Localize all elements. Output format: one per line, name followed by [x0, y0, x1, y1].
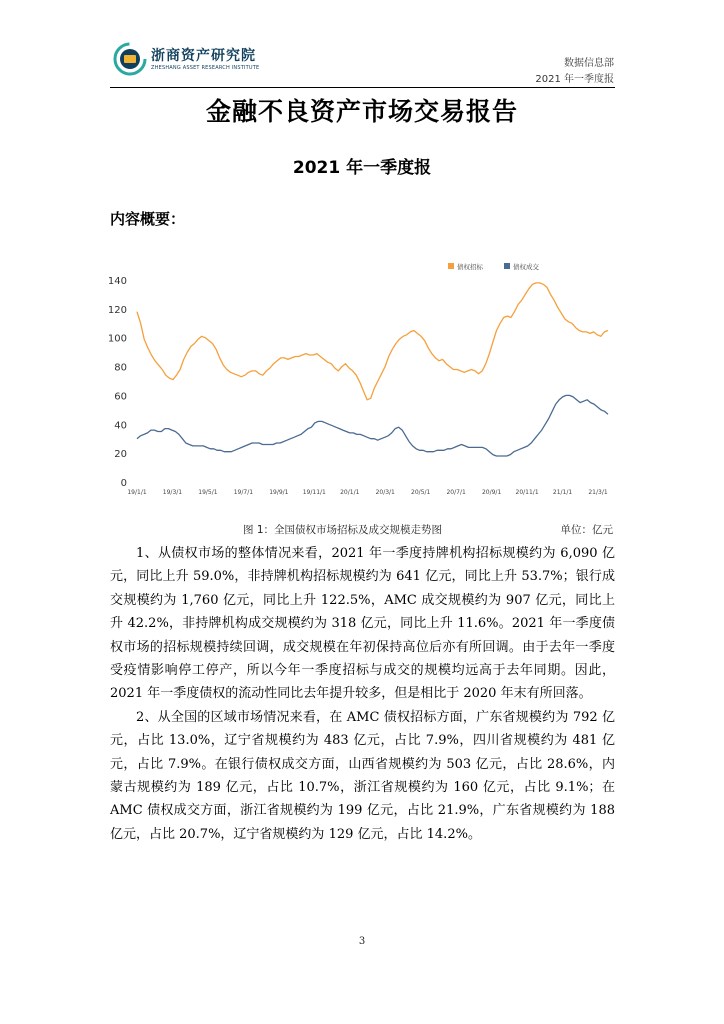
figure-caption-text: 图 1：全国债权市场招标及成交规模走势图: [243, 524, 443, 536]
x-tick-label: 20/1/1: [340, 489, 360, 496]
x-tick-label: 19/11/1: [302, 489, 326, 496]
y-tick-label: 120: [107, 304, 127, 316]
legend-label-2: 债权成交: [513, 263, 539, 271]
x-tick-label: 20/3/1: [375, 489, 395, 496]
header-right: [535, 56, 614, 88]
x-tick-label: 20/7/1: [446, 489, 466, 496]
paragraph-1: 1、从债权市场的整体情况来看，2021 年一季度持牌机构招标规模约为 6,090 亿元，同比上升 59.0%，非持牌机构招标规模约为 641 亿元，同比上升 53.7%；银行成交规模约为 1,760 亿元，同比上升 122.5%，AMC 成交规模约为 907 亿元，同比上升 42.2%，非持牌机构成交规模约为 318 亿元，同比上升 11.6%。2021 年一季度债权市场的招标规模持续回调，成交规模在年初保持高位后亦有所回调。由于去年一季度受疫情影响停工停产，所以今年一季度招标与成交的规模均远高于去年同期。因此，2021 年一季度债权的流动性同比去年提升较多，但是相比于 2020 年末有所回落。: [110, 546, 615, 702]
legend-swatch-2: [504, 263, 510, 269]
header-period: 2021 年一季度报: [535, 74, 614, 85]
x-tick-label: 19/1/1: [127, 489, 147, 496]
y-tick-label: 20: [114, 449, 127, 461]
logo-emblem-icon: [113, 42, 147, 76]
x-tick-label: 20/9/1: [481, 489, 502, 496]
logo-english-name: ZHESHANG ASSET RESEARCH INSTITUTE: [151, 65, 260, 71]
x-tick-label: 19/7/1: [233, 489, 254, 496]
y-tick-label: 100: [107, 333, 127, 345]
x-tick-label: 19/3/1: [162, 489, 183, 496]
report-subtitle: 2021 年一季度报: [292, 158, 432, 178]
legend-swatch-1: [448, 263, 454, 269]
x-tick-label: 20/5/1: [411, 489, 431, 496]
y-tick-label: 40: [114, 420, 127, 432]
x-tick-label: 21/1/1: [552, 489, 573, 496]
logo: [113, 42, 273, 78]
x-tick-label: 19/9/1: [269, 489, 289, 496]
page-number: 3: [358, 936, 366, 947]
figure-unit: 单位：亿元: [560, 524, 613, 536]
header-dept: 数据信息部: [564, 58, 614, 69]
y-tick-label: 0: [120, 478, 127, 489]
header-divider: [110, 87, 615, 88]
y-tick-label: 60: [114, 391, 127, 403]
report-title: 金融不良资产市场交易报告: [205, 97, 518, 126]
series-line-1: [137, 283, 608, 400]
logo-name: 浙商资产研究院: [151, 48, 256, 64]
chart-container: [107, 256, 615, 504]
y-tick-label: 140: [107, 276, 127, 287]
y-tick-label: 80: [114, 362, 127, 374]
figure-caption: [110, 522, 615, 538]
overview-heading: 内容概要：: [110, 210, 186, 228]
trend-chart: [107, 256, 615, 504]
x-tick-label: 19/5/1: [198, 489, 218, 496]
series-line-2: [137, 395, 608, 456]
body-text: [110, 542, 615, 846]
x-tick-label: 21/3/1: [588, 489, 608, 496]
legend-label-1: 债权招标: [457, 263, 483, 271]
paragraph-2: 2、从全国的区域市场情况来看，在 AMC 债权招标方面，广东省规模约为 792 亿元，占比 13.0%，辽宁省规模约为 483 亿元，占比 7.9%，四川省规模约为 481 亿元，占比 7.9%。在银行债权成交方面，山西省规模约为 503 亿元，占比 28.6%，内蒙古规模约为 189 亿元，占比 10.7%，浙江省规模约为 160 亿元，占比 9.1%；在 AMC 债权成交方面，浙江省规模约为 199 亿元，占比 21.9%，广东省规模约为 188 亿元，占比 20.7%，辽宁省规模约为 129 亿元，占比 14.2%。: [110, 709, 615, 842]
x-tick-label: 20/11/1: [515, 489, 539, 496]
